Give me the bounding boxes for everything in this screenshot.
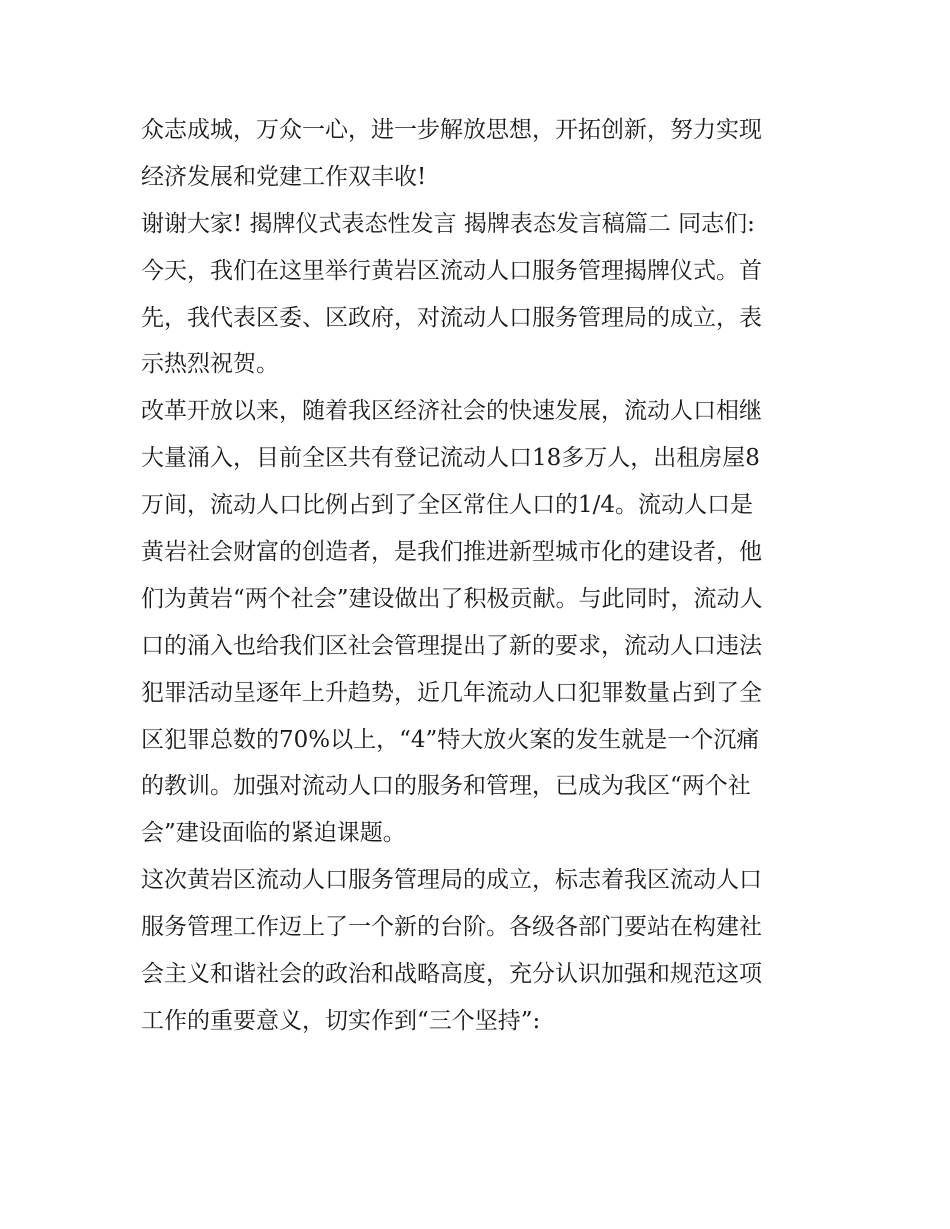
- text-line: 工作的重要意义，切实作到“三个坚持”:: [141, 1007, 541, 1034]
- text-line: 万间，流动人口比例占到了全区常住人口的1/4。流动人口是: [141, 492, 754, 519]
- text-line: 黄岩社会财富的创造者，是我们推进新型城市化的建设者，他: [141, 539, 762, 566]
- text-line: 先，我代表区委、区政府，对流动人口服务管理局的成立，表: [141, 304, 762, 331]
- text-line: 谢谢大家! 揭牌仪式表态性发言 揭牌表态发言稿篇二 同志们:: [141, 210, 755, 237]
- text-line: 大量涌入，目前全区共有登记流动人口18多万人，出租房屋8: [141, 445, 760, 472]
- text-line: 改革开放以来，随着我区经济社会的快速发展，流动人口相继: [141, 398, 762, 425]
- text-line: 区犯罪总数的70%以上，“4”特大放火案的发生就是一个沉痛: [141, 726, 760, 753]
- text-line: 众志成城，万众一心，进一步解放思想，开拓创新，努力实现: [141, 117, 762, 143]
- document-body: [141, 108, 821, 1046]
- text-line: 会”建设面临的紧迫课题。: [141, 820, 406, 847]
- text-line: 示热烈祝贺。: [141, 351, 279, 378]
- text-line: 犯罪活动呈逐年上升趋势，近几年流动人口犯罪数量占到了全: [141, 679, 762, 706]
- text-line: 这次黄岩区流动人口服务管理局的成立，标志着我区流动人口: [141, 867, 762, 894]
- text-line: 今天，我们在这里举行黄岩区流动人口服务管理揭牌仪式。首: [141, 257, 762, 284]
- text-line: 经济发展和党建工作双丰收!: [141, 163, 427, 190]
- text-line: 的教训。加强对流动人口的服务和管理，已成为我区“两个社: [141, 773, 751, 800]
- text-line: 会主义和谐社会的政治和战略高度，充分认识加强和规范这项: [141, 961, 762, 988]
- text-line: 服务管理工作迈上了一个新的台阶。各级各部门要站在构建社: [141, 914, 762, 941]
- text-line: 口的涌入也给我们区社会管理提出了新的要求，流动人口违法: [141, 632, 762, 659]
- text-line: 们为黄岩“两个社会”建设做出了积极贡献。与此同时，流动人: [141, 585, 763, 612]
